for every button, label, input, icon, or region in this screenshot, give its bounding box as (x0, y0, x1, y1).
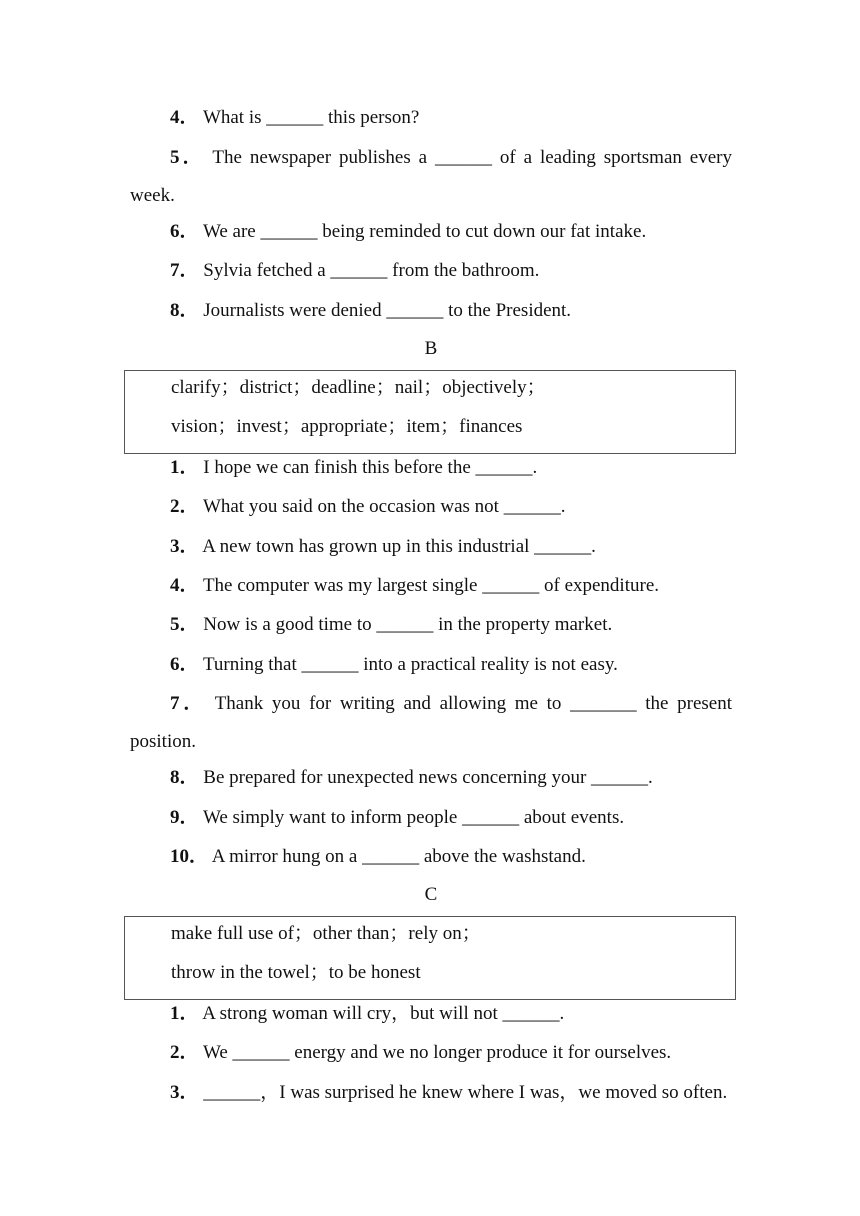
question-c1: 1． A strong woman will cry，but will not ______. (170, 1003, 565, 1024)
question-text: Turning that ______ into a practical reality is not easy. (202, 654, 618, 675)
question-a5-line1: 5． The newspaper publishes a ______ of a leading sportsman every (170, 147, 732, 168)
word-box-line-2: vision；invest；appropriate；item；finances (171, 416, 523, 437)
question-a4: 4． What is ______ this person? (170, 107, 420, 128)
question-text: We are ______ being reminded to cut down our fat intake. (202, 221, 647, 242)
question-text: Now is a good time to ______ in the property market. (203, 614, 613, 635)
question-text: A new town has grown up in this industrial ______. (202, 536, 596, 557)
question-text: Journalists were denied ______ to the President. (203, 300, 572, 321)
question-b6: 6． Turning that ______ into a practical reality is not easy. (170, 654, 618, 675)
question-a7: 7． Sylvia fetched a ______ from the bathroom. (170, 260, 540, 281)
question-text: I hope we can finish this before the ______. (203, 457, 538, 478)
question-b10: 10． A mirror hung on a ______ above the washstand. (170, 846, 586, 867)
question-b8: 8． Be prepared for unexpected news concerning your ______. (170, 767, 653, 788)
question-text: Thank you for writing and allowing me to _______ the present (214, 693, 732, 714)
question-b3: 3． A new town has grown up in this industrial ______. (170, 536, 596, 557)
question-text: We ______ energy and we no longer produce it for ourselves. (202, 1042, 672, 1063)
question-a6: 6． We are ______ being reminded to cut down our fat intake. (170, 221, 647, 242)
word-box-line-1: clarify；district；deadline；nail；objectively； (171, 377, 546, 398)
question-text: We simply want to inform people ______ about events. (202, 807, 625, 828)
section-c-phrase-box (124, 916, 736, 1000)
question-c3: 3． ______，I was surprised he knew where I was，we moved so often. (170, 1082, 728, 1103)
phrase-box-line-1: make full use of；other than；rely on； (171, 923, 481, 944)
question-b9: 9． We simply want to inform people ______ about events. (170, 807, 625, 828)
question-text: ______，I was surprised he knew where I was，we moved so often. (203, 1082, 728, 1103)
question-b2: 2． What you said on the occasion was not ______. (170, 496, 566, 517)
question-a5-line2: week. (130, 185, 175, 206)
question-text: Sylvia fetched a ______ from the bathroom. (203, 260, 540, 281)
question-b7-line2: position. (130, 731, 196, 752)
question-b5: 5． Now is a good time to ______ in the property market. (170, 614, 613, 635)
section-b-word-box (124, 370, 736, 454)
question-b1: 1． I hope we can finish this before the ______. (170, 457, 538, 478)
question-text: A strong woman will cry，but will not ______. (202, 1003, 565, 1024)
question-text: What you said on the occasion was not ______. (202, 496, 566, 517)
question-text: The computer was my largest single ______ of expenditure. (202, 575, 660, 596)
section-c-heading: C (424, 884, 438, 905)
question-text: A mirror hung on a ______ above the washstand. (211, 846, 586, 867)
question-text: What is ______ this person? (202, 107, 420, 128)
question-a8: 8． Journalists were denied ______ to the President. (170, 300, 572, 321)
section-b-heading: B (424, 338, 438, 359)
question-text: The newspaper publishes a ______ of a leading sportsman every (212, 147, 732, 168)
phrase-box-line-2: throw in the towel；to be honest (171, 962, 421, 983)
question-b4: 4． The computer was my largest single ______ of expenditure. (170, 575, 660, 596)
question-b7-line1: 7． Thank you for writing and allowing me to _______ the present (170, 693, 732, 714)
question-c2: 2． We ______ energy and we no longer produce it for ourselves. (170, 1042, 672, 1063)
question-text: Be prepared for unexpected news concerning your ______. (203, 767, 653, 788)
